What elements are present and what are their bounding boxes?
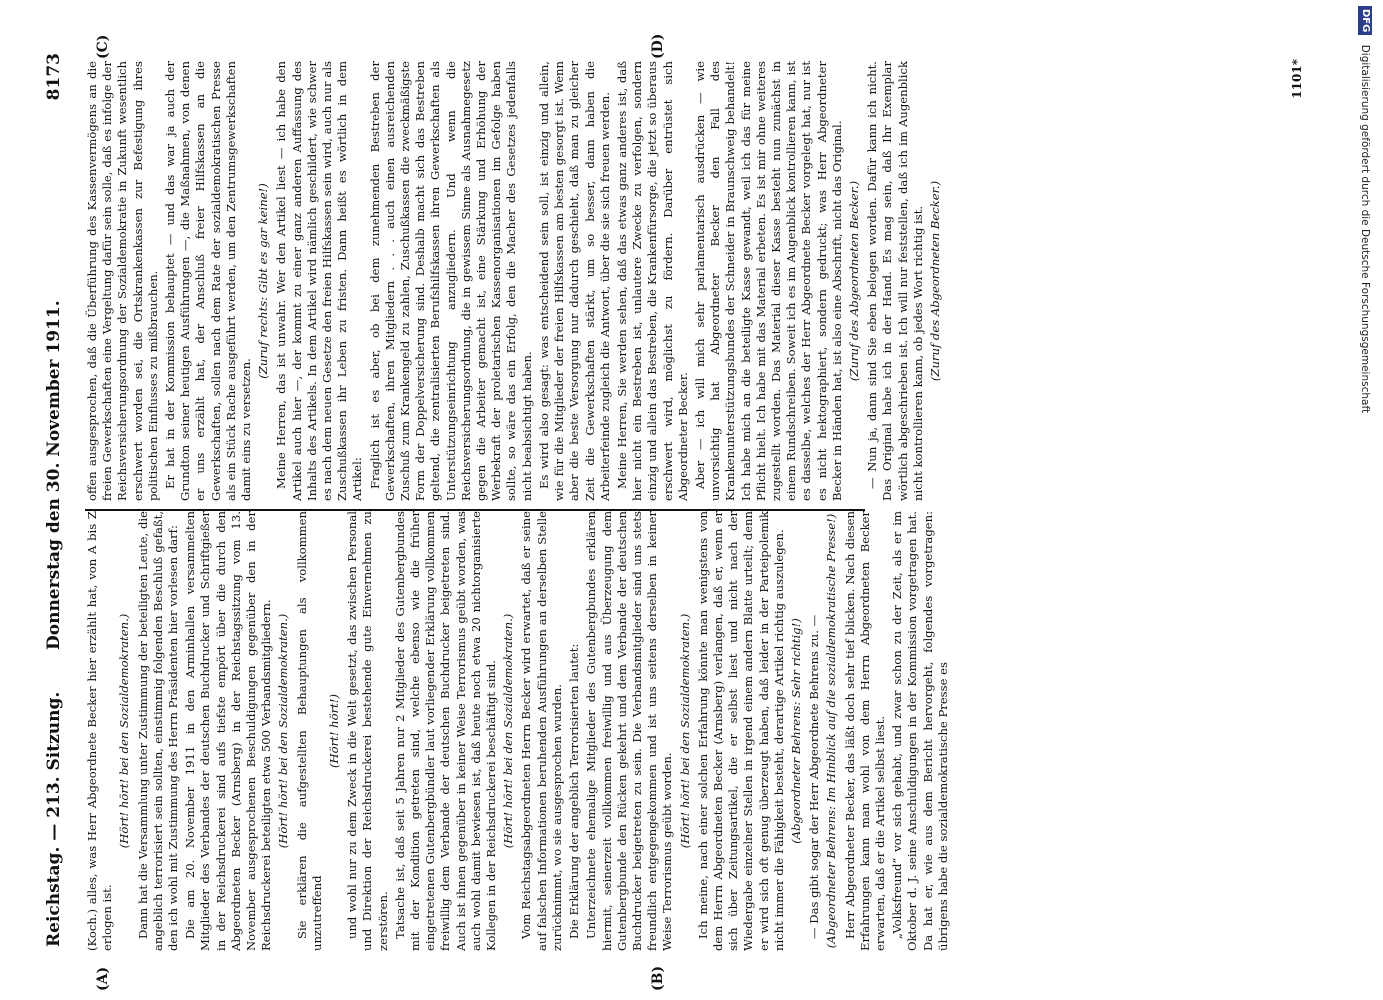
paragraph: — Das gibt sogar der Herr Abgeordnete Behrens zu. — [807,614,822,939]
paragraph: Aber — ich will mich sehr parlamentarisch ausdrücken — wie unvorsichtig hat Abgeordneter Becker den Fall des Krankenunterstützungsbundes der Schneider in Braunschweig behandelt! Ich habe mich an die beteiligte Kasse gewandt, weil ich das für meine Pflicht hielt. Ich habe mit das Material erbeten. Es ist mir ohne weiteres zugestellt worden. Das Material dieser Kasse besteht nun zunächst in einem Rundschreiben. Soweit ich es im Augenblick kontrollieren kann, ist es dasselbe, welches der Herr Abgeordnete Becker vorgelegt hat, nur ist es nicht hektographiert, sondern gedruckt; was Herr Abgeordneter Becker in Händen hat, ist also eine Abschrift, nicht das Original. [692,61,844,501]
paragraph: Tatsache ist, daß seit 5 Jahren nur 2 Mitglieder des Gutenbergbundes mit der Kondition getreten sind, welche ebenso wie die früher eingetretenen Gutenbergbündler laut vorliegender Erklärung vollkommen freiwillig dem Verbande der deutschen Buchdrucker beigetreten sind. Auch ist ihnen gegenüber in keiner Weise Terrorismus geübt worden, was auch wohl damit bewiesen ist, daß heute noch etwa 20 nichtorganisierte Kollegen in der Reichsdruckerei beschäftigt sind. [392,511,499,951]
side-note [1352,6,1378,994]
margin-mark-d: (D) [650,33,666,59]
right-column [85,61,1295,501]
interjection: (Zuruf des Abgeordneten Becker.) [927,180,942,382]
interjection: (Hört! hört! bei den Sozialdemokraten.) [501,613,516,849]
margin-mark-c: (C) [95,34,111,59]
interjection: (Zuruf des Abgeordneten Becker.) [846,180,861,382]
paragraph: Ich meine, nach einer solchen Erfahrung könnte man wenigstens von dem Herrn Abgeordneten Becker (Arnsberg) verlangen, daß er, wenn er sich über Zeitungsartikel, die er selbst liest und nicht nach der Wiedergabe einzelner Stellen in irgend einem andern Blatte urteilt; denn er wird sich oft genug überzeugt haben, daß leider in der Parteipolemik nicht immer die Fähigkeit besteht, derartige Artikel richtig auszulegen. [695,511,786,951]
paragraph: und wohl nur zu dem Zweck in die Welt gesetzt, das zwischen Personal und Direktion der Reichsdruckerei bestehende gute Einvernehmen zu zerstören. [345,511,390,951]
paragraph: Unterzeichnete ehemalige Mitglieder des Gutenbergbundes erklären hiermit, seinerzeit vollkommen freiwillig und aus Überzeugung dem Gutenbergbunde den Rücken gekehrt und dem Verbande der deutschen Buchdrucker beigetreten zu sein. Die Verbandsmitglieder sind uns stets freundlich entgegengekommen und ist uns seitens derselben in keiner Weise Terrorismus geübt worden. [584,511,675,951]
paragraph: Vom Reichstagsabgeordneten Herrn Becker wird erwartet, daß er seine auf falschen Informationen beruhenden Ausführungen an derselben Stelle zurücknimmt, wo sie ausgesprochen wurden. [519,511,564,951]
interjection: (Hört! hört! bei den Sozialdemokraten.) [117,613,132,849]
paragraph: Sie erklären die aufgestellten Behauptungen als vollkommen unzutreffend [294,511,324,951]
interjection: (Hört! hört!) [327,694,342,768]
interjection: (Zuruf rechts: Gibt es gar keine!) [256,183,271,379]
header-left: Reichstag. — 213. Sitzung. [44,691,64,947]
header-date: Donnerstag den 30. November 1911. [44,300,64,650]
paragraph: Meine Herren, das ist unwahr. Wer den Artikel liest — ich habe den Artikel auch hier —, der kommt zu einer ganz anderen Auffassung des Inhalts des Artikels. In dem Artikel wird nämlich geschildert, wie schwer es nach dem neuen Gesetze den freien Hilfskassen sein wird, auch nur als Zuschußkassen ihr Leben zu fristen. Dann heißt es wörtlich in dem Artikel: [274,61,365,501]
paragraph: „Volksfreund“ vor sich gehabt, und zwar schon zu der Zeit, als er im Oktober d. J. seine Anschuldigungen in der Kommission vorgetragen hat. Da hat er, wie aus dem Bericht hervorgeht, folgendes vorgetragen: übrigens habe die sozialdemokratische Presse es [890,511,950,951]
column-divider [85,509,865,511]
side-note-text: Digitalisierung gefördert durch die Deutsche Forschungsgemeinschaft [1359,44,1371,414]
rotated-page [40,33,1320,991]
paragraph: — Nun ja, dann sind Sie eben belogen worden. Dafür kann ich nicht. Das Original habe ich in der Hand. Es mag sein, daß Ihr Exemplar wörtlich abgeschrieben ist. Ich will nur feststellen, daß ich im Augenblick nicht kontrollieren kann, ob jedes Wort richtig ist. [865,61,925,501]
paragraph: Fraglich ist es aber, ob bei dem zunehmenden Bestreben der Gewerkschaften, ihren Mitgliedern . . . auch einen ausreichenden Zuschuß zum Krankengeld zu zahlen, Zuschußkassen die zweckmäßigste Form der Doppelversicherung sind. Deshalb macht sich das Bestreben geltend, die zentralisierten Berufshilfskassen ihren Gewerkschaften als Unterstützungseinrichtung anzugliedern. Und wenn die Reichsversicherungsordnung, die in gewissem Sinne als Ausnahmegesetz gegen die Arbeiter gemacht ist, eine Stärkung und Erhöhung der Werbekraft der proletarischen Kassenorganisationen im Gefolge haben sollte, so wäre das ein Erfolg, den die Macher des Gesetzes jedenfalls nicht beabsichtigt haben. [367,61,534,501]
paragraph: Die am 20. November 1911 in den Arminhallen versammelten Mitglieder des Verbandes der deutschen Buchdrucker und Schriftgießer in der Reichsdruckerei sind aufs tiefste empört über die durch den Abgeordneten Becker (Arnsberg) in der Reichstagssitzung vom 13. November ausgesprochenen Beschuldigungen gegenüber den in der Reichsdruckerei beteiligten etwa 500 Verbandsmitgliedern. [183,511,274,951]
paragraph: Dann hat die Versammlung unter Zustimmung der beteiligten Leute, die angeblich terrorisiert sein sollten, einstimmig folgenden Beschluß gefaßt, den ich wohl mit Zustimmung des Herrn Präsidenten hier vorlesen darf: [135,511,181,951]
interjection: (Hört! hört! bei den Sozialdemokraten.) [677,613,692,849]
side-note-inner [1352,6,1378,994]
paragraph: Herr Abgeordneter Becker, das läßt doch sehr tief blicken. Nach diesen Erfahrungen kann man wohl von dem Herrn Abgeordneten Becker erwarten, daß er die Artikel selbst liest. [842,511,887,951]
paragraph: Es wird also gesagt: was entscheidend sein soll, ist einzig und allein, wie für die Mitglieder der freien Hilfskassen am besten gesorgt ist. Wenn aber die beste Versorgung nur dadurch geschieht, daß man zu gleicher Zeit die Gewerkschaften stärkt, um so besser, dann haben die Arbeiterfeinde zugleich die Antwort, über die sie sich freuen werden. [536,61,612,501]
dfg-logo-icon: DFG [1358,6,1372,35]
paragraph: Meine Herren, Sie werden sehen, daß das etwas ganz anderes ist, daß hier nicht ein Bestreben ist, unlautere Zwecke zu verfolgen, sondern einzig und allein das Bestreben, die Krankenfürsorge, die jetzt so überaus erschwert wird, möglichst zu fördern. Darüber entrüstet sich Abgeordneter Becker. [614,61,690,501]
paragraph: offen ausgesprochen, daß die Überführung des Kassenvermögens an die freien Gewerkschaften eine Vergeltung dafür sein solle, daß es infolge der Reichsversicherungsordnung der Sozialdemokratie in Zukunft wesentlich erschwert worden sei, die Ortskrankenkassen zur Befestigung ihres politischen Einflusses zu mißbrauchen. [85,61,160,501]
left-column [85,511,1295,951]
margin-mark-a: (A) [95,966,111,991]
paragraph: (Koch.) alles, was Herr Abgeordnete Becker hier erzählt hat, von A bis Z erlogen ist. [85,511,115,951]
paragraph: Er hat in der Kommission behauptet — und das war ja auch der Grundton seiner heutigen Ausführungen —, die Maßnahmen, von denen er uns erzählt hat, der Anschluß freier Hilfskassen an die Gewerkschaften, sollen nach dem Rate der sozialdemokratischen Presse als ein Stück Rache ausgeführt werden, um den Zentrumsgewerkschaften damit eins zu versetzen. [163,61,254,501]
page-header [40,45,80,975]
sheet-signature: 1101* [1290,59,1304,99]
page-number: 8173 [44,53,64,101]
interjection: (Hört! hört! bei den Sozialdemokraten.) [276,613,291,849]
margin-mark-b: (B) [650,965,666,991]
interjection: (Abgeordneter Behrens: Im Hinblick auf die sozialdemokratische Presse!) [824,513,839,949]
paragraph: Die Erklärung der angeblich Terrorisierten lautet: [567,643,582,939]
interjection: (Abgeordneter Behrens: Sehr richtig!) [788,618,803,844]
